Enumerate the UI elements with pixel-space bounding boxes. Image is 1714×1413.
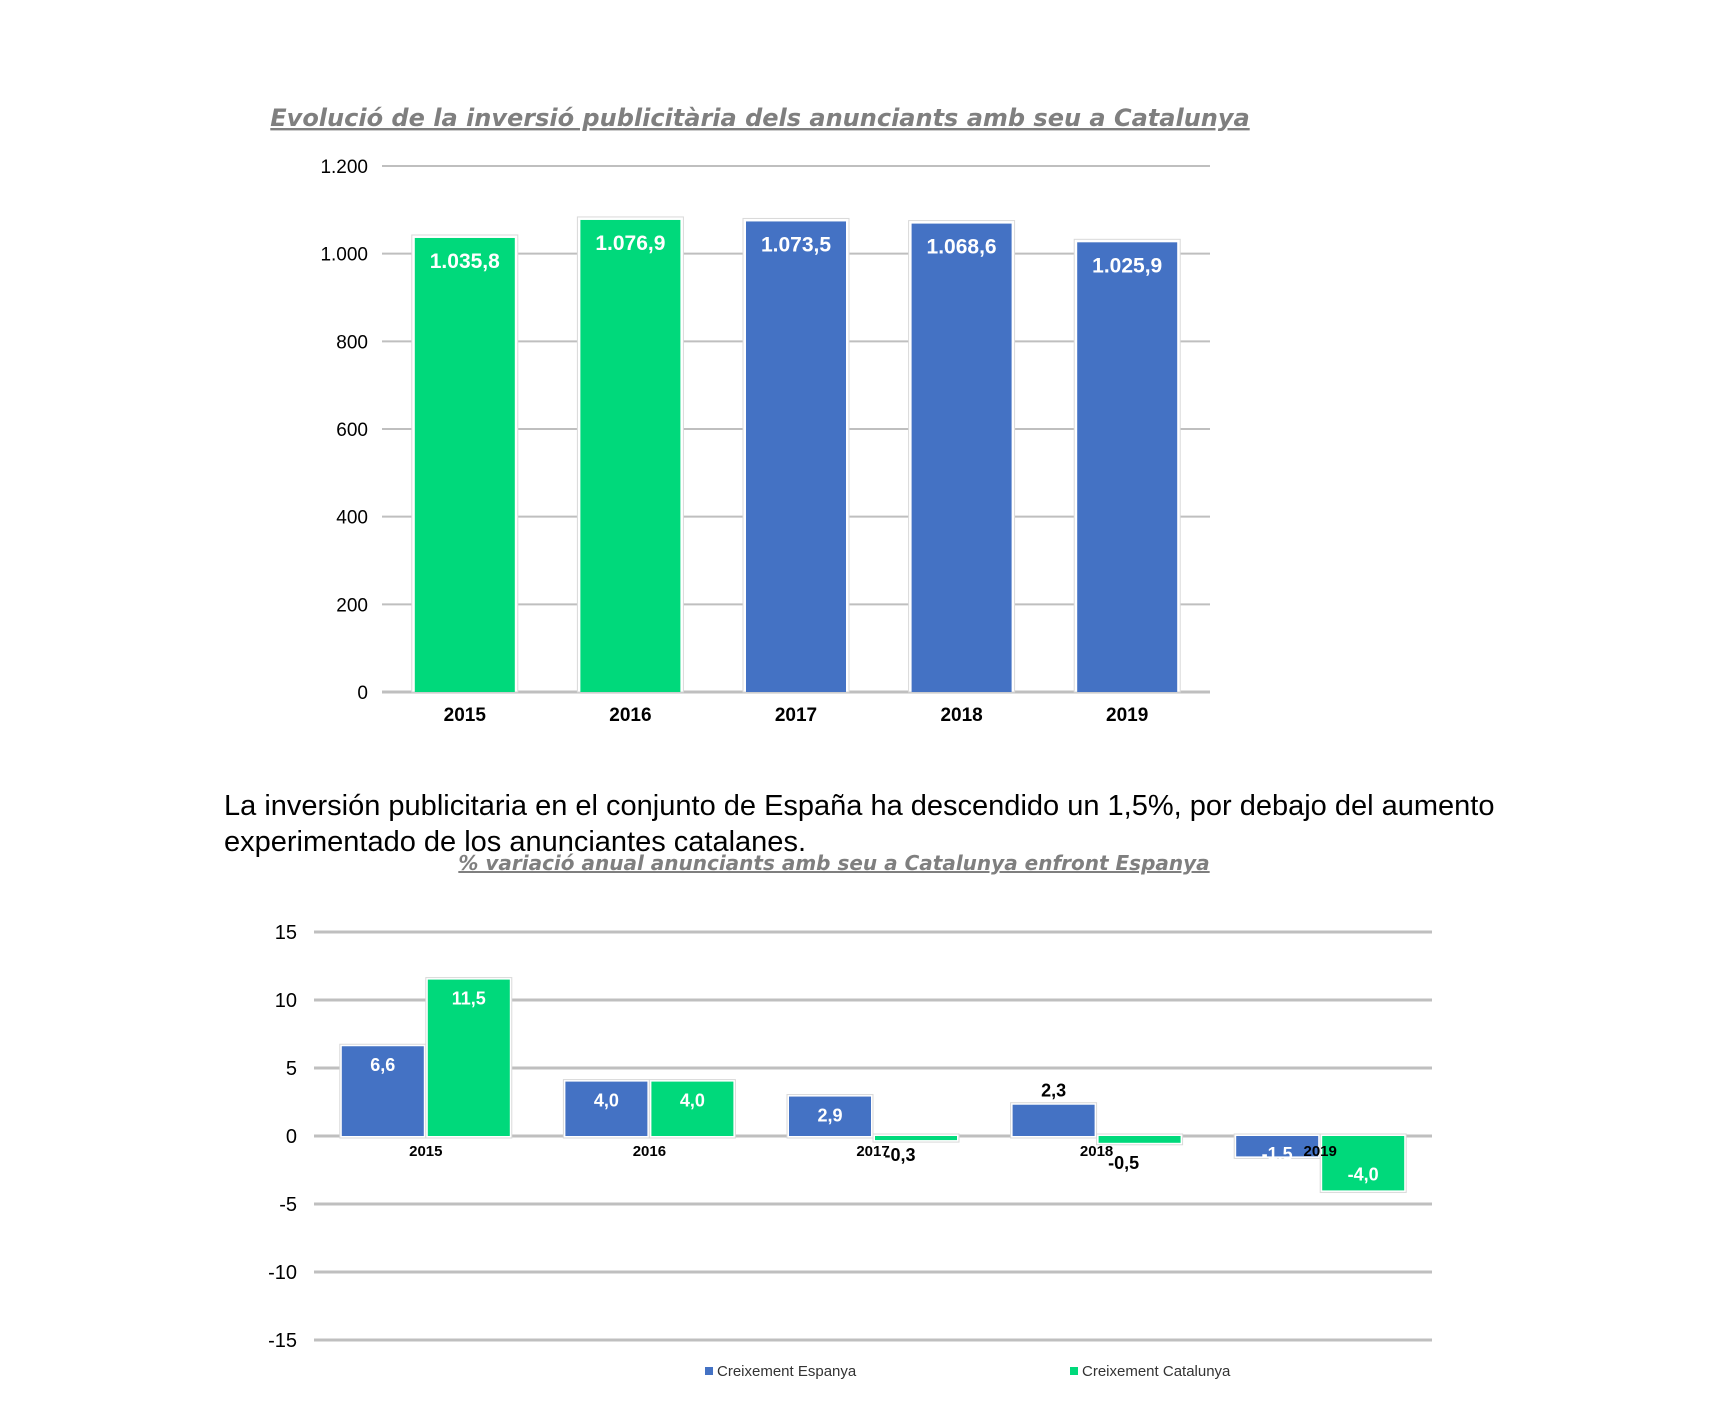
data-label: 11,5 [451, 988, 486, 1009]
y-tick-label: 400 [336, 507, 368, 529]
bar [415, 238, 515, 692]
x-category-label: 2015 [409, 1143, 443, 1160]
legend-entry: Creixement Espanya [717, 1363, 857, 1380]
y-tick-label: -10 [268, 1262, 297, 1284]
bar [912, 224, 1012, 692]
data-label: 1.068,6 [926, 235, 997, 259]
x-category-label: 2017 [774, 705, 818, 726]
data-label: 4,0 [593, 1090, 619, 1111]
data-label: -1,5 [1261, 1144, 1293, 1164]
y-tick-label: 15 [274, 922, 297, 944]
data-label: 2,9 [817, 1105, 843, 1126]
data-label: 2,3 [1041, 1080, 1067, 1101]
bar [1099, 1136, 1181, 1143]
y-tick-label: 600 [336, 420, 368, 441]
data-label: 6,6 [370, 1055, 396, 1076]
data-label: 1.076,9 [595, 231, 666, 255]
chart1-title: Evolució de la inversió publicitària dels anunciants amb seu a Catalunya [270, 104, 1250, 132]
y-tick-label: 1.000 [320, 244, 368, 266]
x-category-label: 2017 [856, 1143, 890, 1160]
data-label: 4,0 [679, 1090, 705, 1111]
x-category-label: 2018 [1079, 1143, 1114, 1160]
x-category-label: 2018 [940, 705, 983, 726]
data-label: -4,0 [1347, 1164, 1379, 1185]
y-tick-label: 0 [285, 1126, 297, 1148]
y-tick-label: -15 [268, 1330, 297, 1352]
body-paragraph: La inversión publicitaria en el conjunto de España ha descendido un 1,5%, por debajo del aumento experimentado de los anunciantes catalanes. [224, 790, 1495, 858]
x-category-label: 2019 [1106, 705, 1149, 726]
y-tick-label: 0 [357, 683, 368, 704]
growth-bar-chart [0, 851, 1714, 1390]
bar [746, 221, 846, 692]
data-label: 1.025,9 [1092, 254, 1163, 278]
bar [1077, 242, 1177, 692]
legend-swatch [705, 1367, 713, 1375]
x-category-label: 2019 [1303, 1143, 1337, 1160]
bar [580, 220, 680, 692]
chart2-title: % variació anual anunciants amb seu a Catalunya enfront Espanya [458, 851, 1210, 875]
bar [875, 1136, 957, 1140]
x-category-label: 2015 [443, 705, 486, 726]
legend-swatch [1070, 1367, 1078, 1375]
data-label: -0,3 [884, 1145, 916, 1165]
y-tick-label: 200 [336, 595, 368, 617]
x-category-label: 2016 [609, 705, 652, 726]
bar [1013, 1105, 1095, 1136]
y-tick-label: 5 [285, 1058, 297, 1080]
legend-entry: Creixement Catalunya [1082, 1363, 1231, 1380]
data-label: -0,5 [1108, 1153, 1140, 1173]
y-tick-label: -5 [279, 1194, 297, 1216]
y-tick-label: 800 [336, 332, 368, 354]
x-category-label: 2016 [632, 1143, 667, 1160]
y-tick-label: 10 [274, 990, 297, 1012]
y-tick-label: 1.200 [320, 157, 368, 178]
data-label: 1.073,5 [760, 233, 832, 257]
data-label: 1.035,8 [429, 249, 500, 273]
